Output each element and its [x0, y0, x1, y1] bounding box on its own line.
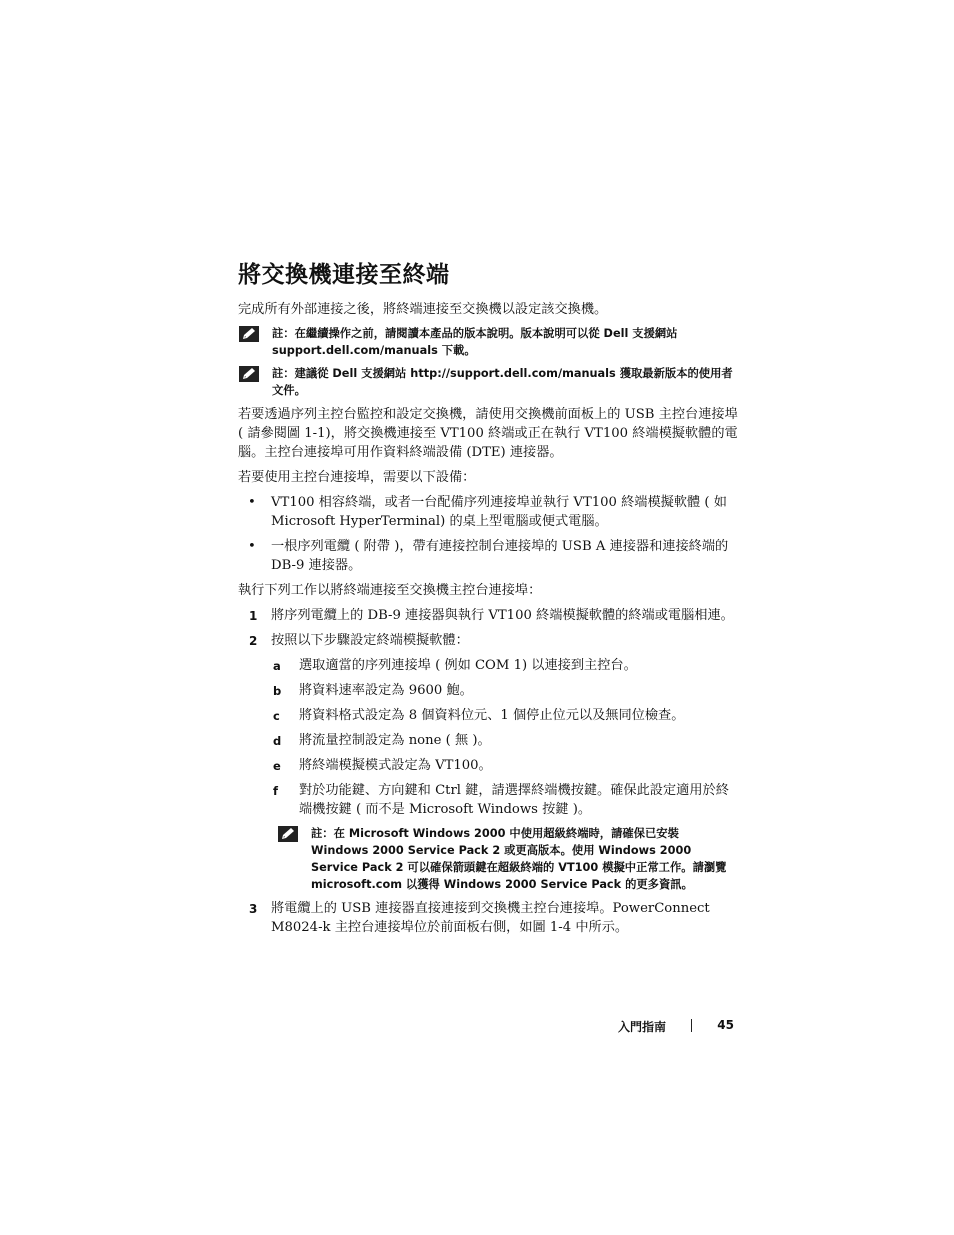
note-pencil-icon — [238, 325, 260, 343]
steps-list — [238, 606, 738, 937]
footer-separator — [691, 1019, 692, 1032]
substeps-list — [271, 656, 738, 819]
note-label: 註： — [272, 367, 295, 380]
list-item-text: 一根序列電纜 ( 附帶 )，帶有連接控制台連接埠的 USB A 連接器和連接終端的 DB-9 連接器。 — [271, 539, 729, 573]
page-title: 將交換機連接至終端 — [238, 262, 450, 288]
note-3 — [277, 825, 738, 893]
page-content — [238, 258, 738, 943]
note-label: 註： — [272, 327, 295, 340]
step-text: 將序列電纜上的 DB-9 連接器與執行 VT100 終端模擬軟體的終端或電腦相連。 — [271, 608, 734, 623]
substep-text: 將終端模擬模式設定為 VT100。 — [299, 758, 492, 773]
substep-item — [271, 656, 738, 675]
substep-text: 對於功能鍵、方向鍵和 Ctrl 鍵，請選擇終端機按鍵。確保此設定適用於終端機按鍵 ( 而不是 Microsoft Windows 按鍵 )。 — [299, 783, 729, 817]
step-text: 按照以下步驟設定終端模擬軟體： — [271, 633, 469, 648]
step-item — [238, 631, 738, 893]
substep-text: 將資料速率設定為 9600 鮑。 — [299, 683, 473, 698]
list-item — [238, 493, 738, 531]
bullet-dot: • — [248, 495, 256, 510]
intro-paragraph: 完成所有外部連接之後，將終端連接至交換機以設定該交換機。 — [238, 302, 608, 317]
substep-item — [271, 706, 738, 725]
page-number: 45 — [717, 1018, 734, 1032]
step-number: 1 — [249, 609, 258, 623]
equipment-list — [238, 493, 738, 575]
note-2 — [238, 365, 738, 399]
substep-text: 選取適當的序列連接埠 ( 例如 COM 1) 以連接到主控台。 — [299, 658, 637, 673]
page-footer — [560, 1018, 738, 1036]
step-text: 將電纜上的 USB 連接器直接連接到交換機主控台連接埠。PowerConnect M8024-k 主控台連接埠位於前面板右側，如圖 1-4 中所示。 — [271, 901, 710, 935]
step-item — [238, 899, 738, 937]
note-label: 註： — [311, 827, 334, 840]
list-item-text: VT100 相容終端，或者一台配備序列連接埠並執行 VT100 終端模擬軟體 ( 如 Microsoft HyperTerminal) 的桌上型電腦或便式電腦。 — [271, 495, 727, 529]
step-number: 2 — [249, 634, 258, 648]
paragraph-equipment: 若要使用主控台連接埠，需要以下設備： — [238, 470, 476, 485]
substep-letter: c — [273, 709, 280, 723]
substep-item — [271, 781, 738, 819]
footer-guide-title: 入門指南 — [617, 1020, 666, 1034]
paragraph-steps-intro: 執行下列工作以將終端連接至交換機主控台連接埠： — [238, 583, 542, 598]
paragraph-console-port: 若要透過序列主控台監控和設定交換機，請使用交換機前面板上的 USB 主控台連接埠 ( 請參閱圖 1-1)，將交換機連接至 VT100 終端或正在執行 VT100 終端模擬軟體的電腦。主控台連接埠可用作資料終端設備 (DTE) 連接器。 — [238, 407, 738, 460]
note-2-text: 建議從 Dell 支援網站 http://support.dell.com/manuals 獲取最新版本的使用者文件。 — [272, 367, 733, 397]
note-pencil-icon — [277, 825, 299, 843]
note-3-text: 在 Microsoft Windows 2000 中使用超級終端時，請確保已安裝 Windows 2000 Service Pack 2 或更高版本。使用 Windows 2000 Service Pack 2 可以確保箭頭鍵在超級終端的 VT100 模擬中正常工作。請瀏覽 microsoft.com 以獲得 Windows 2000 Service Pack 的更多資訊。 — [311, 827, 727, 891]
substep-letter: e — [273, 759, 281, 773]
substep-item — [271, 756, 738, 775]
substep-item — [271, 731, 738, 750]
substep-text: 將流量控制設定為 none ( 無 )。 — [299, 733, 491, 748]
note-1-text: 在繼續操作之前，請閱讀本產品的版本說明。版本說明可以從 Dell 支援網站 support.dell.com/manuals 下載。 — [272, 327, 678, 357]
substep-letter: d — [273, 734, 282, 748]
bullet-dot: • — [248, 539, 256, 554]
note-1 — [238, 325, 738, 359]
step-item — [238, 606, 738, 625]
substep-letter: a — [273, 659, 281, 673]
substep-item — [271, 681, 738, 700]
step-number: 3 — [249, 902, 258, 916]
list-item — [238, 537, 738, 575]
substep-text: 將資料格式設定為 8 個資料位元、1 個停止位元以及無同位檢查。 — [299, 708, 685, 723]
substep-letter: b — [273, 684, 282, 698]
substep-letter: f — [273, 784, 279, 798]
note-pencil-icon — [238, 365, 260, 383]
